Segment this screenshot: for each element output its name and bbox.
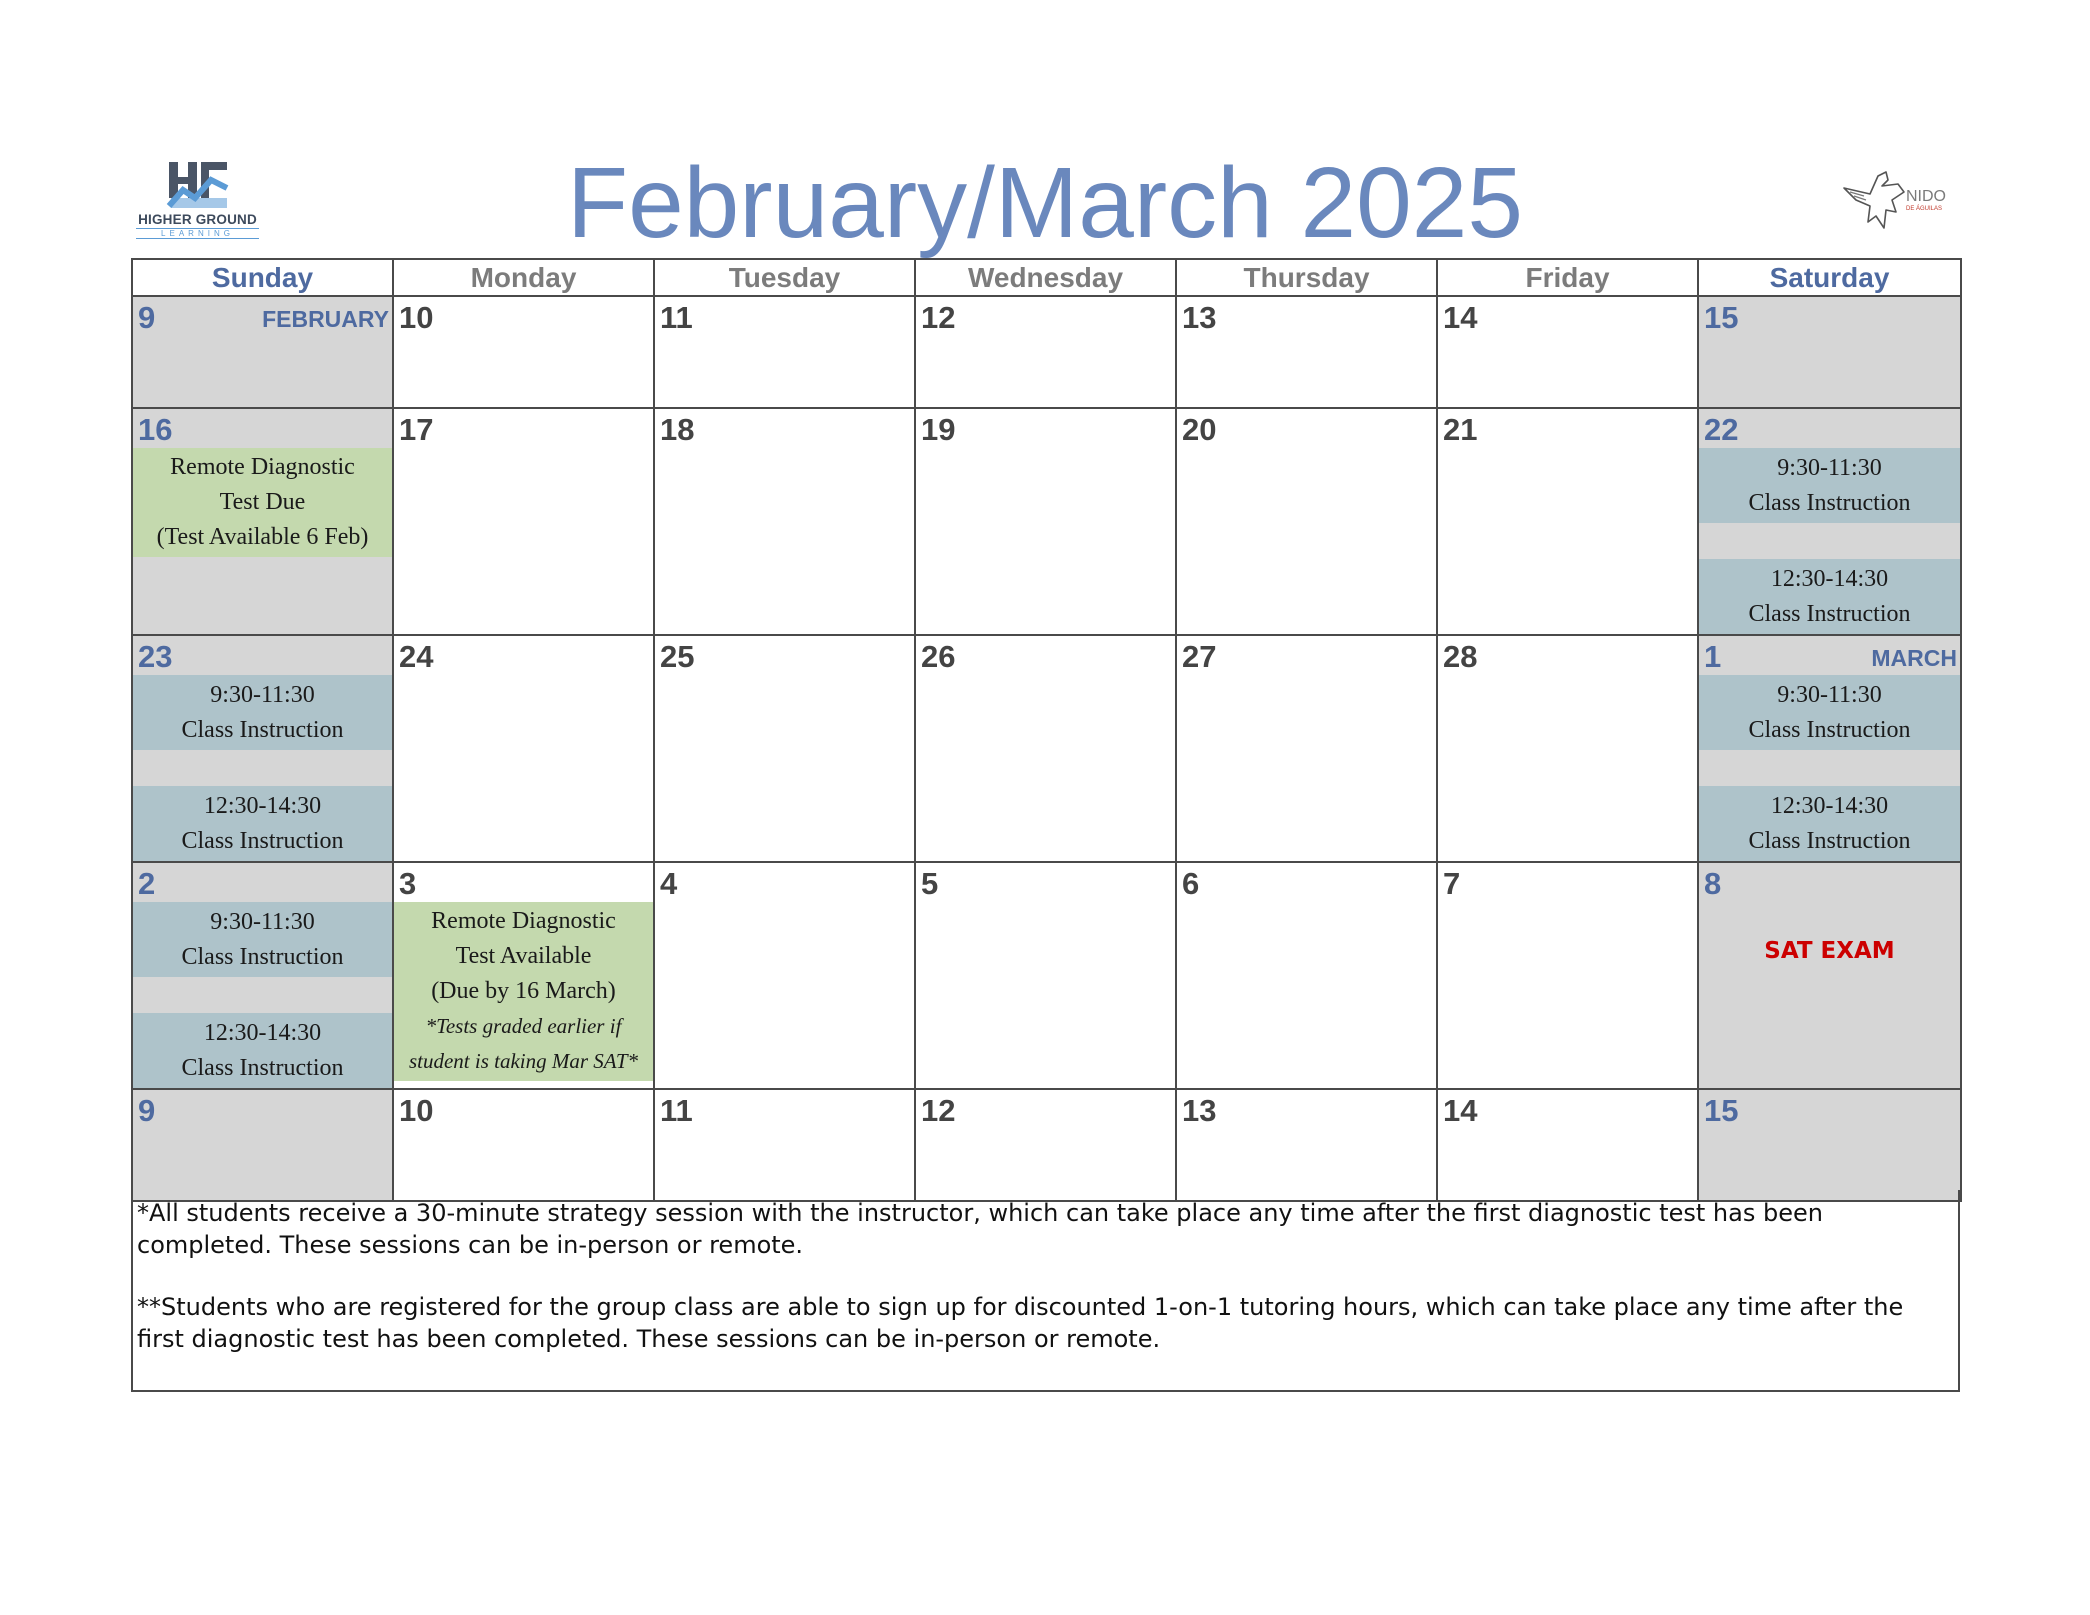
day-number: 12 [921,1093,956,1128]
class-event-morning [1699,675,1960,750]
day-cell [915,862,1176,1089]
day-cell [393,862,654,1089]
day-cell [1698,296,1961,408]
day-cell [132,635,393,862]
day-number: 7 [1443,866,1461,901]
day-number: 2 [138,866,156,901]
event-label: Class Instruction [1748,717,1911,743]
event-line: Test Due [219,489,306,515]
day-number: 8 [1704,866,1722,901]
day-cell [1437,296,1698,408]
day-number: 20 [1182,412,1217,447]
day-number: 4 [660,866,678,901]
logo-left-name: HIGHER GROUND [138,212,257,227]
day-cell [1437,408,1698,635]
day-number: 10 [399,300,434,335]
day-cell [1698,408,1961,635]
diagnostic-due-event [133,448,392,557]
day-cell [132,296,393,408]
day-cell [1176,635,1437,862]
day-number: 10 [399,1093,434,1128]
calendar-grid [131,258,1962,1202]
class-event-afternoon [133,786,392,861]
day-number: 13 [1182,300,1217,335]
event-gap [133,750,392,786]
day-cell [654,1089,915,1201]
day-number: 1 [1704,639,1722,674]
event-note: student is taking Mar SAT* [408,1049,639,1073]
day-number: 9 [138,300,156,335]
week-row [132,296,1961,408]
day-cell [393,296,654,408]
week-row [132,1089,1961,1201]
class-event-morning [133,675,392,750]
day-cell [1437,862,1698,1089]
day-number: 14 [1443,300,1478,335]
class-event-afternoon [1699,786,1960,861]
day-number: 17 [399,412,434,447]
weekday-header-row [132,259,1961,296]
event-time: 9:30-11:30 [1777,682,1882,708]
day-number: 6 [1182,866,1200,901]
day-cell [393,635,654,862]
week-row [132,862,1961,1089]
day-cell [1176,296,1437,408]
day-cell [1698,1089,1961,1201]
weekday-sunday: Sunday [132,259,393,296]
footnote-strategy-session: *All students receive a 30-minute strategy session with the instructor, which can take place any time after the first diagnostic test has been completed. These sessions can be in-person or remote. [137,1199,1823,1259]
event-label: Class Instruction [1748,828,1911,854]
weekday-monday: Monday [393,259,654,296]
event-label: Class Instruction [181,944,344,970]
month-tag-march: MARCH [1871,645,1957,671]
event-line: Remote Diagnostic [431,908,616,934]
weekday-wednesday: Wednesday [915,259,1176,296]
class-event-morning [1699,448,1960,523]
weekday-saturday: Saturday [1698,259,1961,296]
day-cell [132,408,393,635]
event-time: 12:30-14:30 [203,793,322,819]
day-number: 9 [138,1093,156,1128]
day-number: 28 [1443,639,1478,674]
class-event-afternoon [133,1013,392,1088]
footnote-tutoring-hours: **Students who are registered for the group class are able to sign up for discounted 1-on-1 tutoring hours, which can take place any time after the first diagnostic test has been completed. These sessions can be in-person or remote. [137,1293,1904,1353]
day-cell [1698,862,1961,1089]
day-number: 3 [399,866,417,901]
eagle-icon [1840,166,1910,241]
logo-right-sub: DE ÁGUILAS [1906,206,1943,212]
day-number: 12 [921,300,956,335]
event-line: Remote Diagnostic [170,454,355,480]
event-time: 9:30-11:30 [210,682,315,708]
day-cell [654,862,915,1089]
day-number: 24 [399,639,434,674]
event-label: Class Instruction [181,717,344,743]
day-cell [654,635,915,862]
nido-de-aguilas-logo [1840,166,1955,246]
event-time: 12:30-14:30 [1770,793,1889,819]
event-gap [133,977,392,1013]
day-cell [393,408,654,635]
weekday-tuesday: Tuesday [654,259,915,296]
day-number: 19 [921,412,956,447]
day-number: 27 [1182,639,1217,674]
day-cell [1176,408,1437,635]
logo-left-sub: LEARNING [136,228,259,239]
day-number: 16 [138,412,173,447]
event-gap [1699,523,1960,559]
month-tag-february: FEBRUARY [262,306,389,332]
class-event-afternoon [1699,559,1960,634]
day-cell [915,296,1176,408]
event-line: Test Available [455,943,592,969]
class-event-morning [133,902,392,977]
day-number: 15 [1704,300,1739,335]
day-number: 21 [1443,412,1478,447]
event-label: Class Instruction [181,828,344,854]
day-cell [1176,1089,1437,1201]
day-number: 14 [1443,1093,1478,1128]
day-cell [132,862,393,1089]
day-cell [1698,635,1961,862]
day-number: 22 [1704,412,1739,447]
event-line: (Due by 16 March) [431,978,616,1004]
day-cell [915,635,1176,862]
event-gap [1699,750,1960,786]
day-number: 11 [660,300,693,335]
day-number: 23 [138,639,173,674]
event-label: Class Instruction [1748,601,1911,627]
logo-right-name: NIDO [1906,188,1946,205]
weekday-thursday: Thursday [1176,259,1437,296]
day-cell [132,1089,393,1201]
day-cell [1176,862,1437,1089]
day-cell [1437,635,1698,862]
event-line: (Test Available 6 Feb) [156,524,369,550]
day-cell [393,1089,654,1201]
diagnostic-available-event [394,902,653,1081]
day-number: 26 [921,639,956,674]
event-time: 12:30-14:30 [1770,566,1889,592]
day-number: 15 [1704,1093,1739,1128]
day-number: 5 [921,866,939,901]
day-number: 11 [660,1093,693,1128]
day-cell [654,296,915,408]
event-label: Class Instruction [1748,490,1911,516]
day-number: 25 [660,639,695,674]
weekday-friday: Friday [1437,259,1698,296]
day-cell [915,408,1176,635]
event-time: 9:30-11:30 [1777,455,1882,481]
week-row [132,635,1961,862]
event-note: *Tests graded earlier if [425,1014,622,1038]
day-cell [915,1089,1176,1201]
day-cell [1437,1089,1698,1201]
event-time: 12:30-14:30 [203,1020,322,1046]
week-row [132,408,1961,635]
day-cell [654,408,915,635]
footnotes-box [131,1190,1960,1392]
page-title: February/March 2025 [566,147,1523,259]
day-number: 18 [660,412,695,447]
sat-exam-label: SAT EXAM [1764,938,1895,964]
event-time: 9:30-11:30 [210,909,315,935]
day-number: 13 [1182,1093,1217,1128]
event-label: Class Instruction [181,1055,344,1081]
